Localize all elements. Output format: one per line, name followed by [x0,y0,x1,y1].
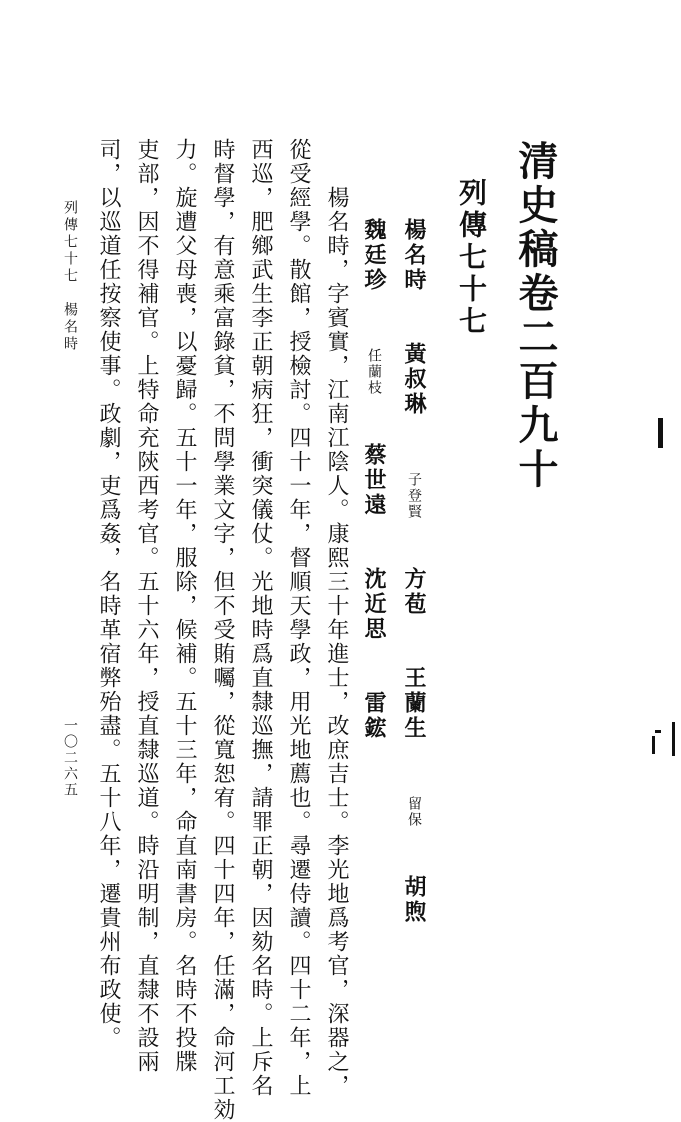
body-text-column: 從受經學。散館，授檢討。四十一年，督順天學政，用光地薦也。尋遷侍讀。四十二年，上 [286,138,311,1098]
name-wei-tingzhen: 魏廷珍 [361,218,387,293]
name-lei-hong: 雷鋐 [361,691,387,741]
name-wang-lansheng: 王蘭生 [401,666,427,741]
appended-name-liu-bao: 留保 [406,796,422,828]
appended-name-ren-lanzhi: 任蘭枝 [366,348,382,396]
biography-names-column-2 [363,218,385,761]
scan-edge-mark [655,730,661,733]
name-yang-mingshi: 楊名時 [401,218,427,293]
book-title: 清史稿卷二百九十 [512,140,559,492]
name-cai-shiyuan: 蔡世遠 [361,443,387,518]
name-huang-shulin: 黃叔琳 [401,342,427,417]
body-text-column: 西巡，肥鄉武生李正朝病狂，衝突儀仗。光地時爲直隸巡撫，請罪正朝，因劾名時。上斥名 [248,138,273,1098]
body-text-column: 吏部，因不得補官。上特命充陝西考官。五十六年，授直隸巡道。時沿明制，直隸不設兩 [134,138,159,1074]
body-text-column: 時督學，有意乘富錄貧，不問學業文字，但不受賄囑，從寬恕宥。四十四年，任滿，命河工効 [210,138,235,1122]
name-shen-jinsi: 沈近思 [361,567,387,642]
scan-edge-mark [672,722,675,756]
name-hu-xu: 胡煦 [401,875,427,925]
name-fang-bao: 方苞 [401,567,427,617]
appended-name-huang-dengxian: 子登賢 [406,472,422,520]
biography-names-column-1 [403,218,425,945]
scan-edge-mark [658,418,663,448]
body-text-column: 司，以巡道任按察使事。政劇，吏爲姦，名時革宿弊殆盡。五十八年，遷貴州布政使。 [96,138,121,1050]
body-text-column: 楊名時，字賓實，江南江陰人。康熙三十年進士，改庶吉士。李光地爲考官，深器之， [324,186,349,1098]
scan-edge-mark [652,736,655,754]
running-head: 列傳七十七 楊名時 [62,200,78,353]
chapter-title: 列傳七十七 [455,178,488,338]
body-text-column: 力。旋遭父母喪，以憂歸。五十一年，服除，候補。五十三年，命直南書房。名時不投牒 [172,138,197,1074]
page-number: 一〇二六五 [62,718,78,798]
